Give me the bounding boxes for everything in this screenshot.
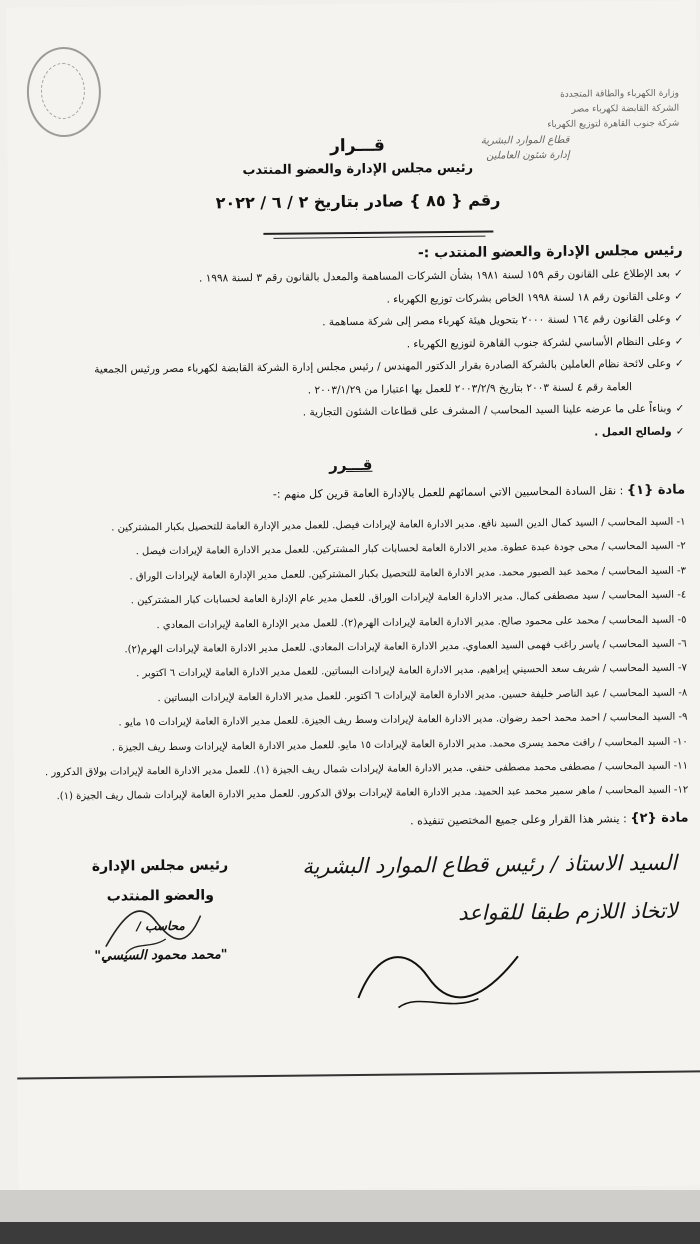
checkmark-icon: ✓ xyxy=(673,267,683,280)
list-item: ٨- السيد المحاسب / عبد الناصر خليفة حسين. مدير الادارة العامة لإيرادات ٦ اكتوبر. للعمل مدير الادارة العامة لإيرادات البساتين . xyxy=(157,687,688,704)
preamble-clause: ✓وعلى النظام الأساسي لشركة جنوب القاهرة لتوزيع الكهرباء . xyxy=(406,335,684,350)
signatory-name: "محمد محمود السيسي" xyxy=(94,947,228,964)
list-item: ٦- السيد المحاسب / ياسر راغب فهمى السيد العماوي. مدير الادارة العامة لإيرادات المعادي. للعمل مدير الادارة العامة لإيرادات الهرم(٢). xyxy=(124,638,687,656)
decree-title: قـــرار xyxy=(329,135,385,157)
list-item: ١- السيد المحاسب / السيد كمال الدين السيد نافع. مدير الادارة العامة لإيرادات فيصل. للعمل مدير الإدارة العامة للتحصيل بكبار المشتركين . xyxy=(111,516,686,534)
signatory-title: والعضو المنتدب xyxy=(106,887,214,905)
preamble-heading: رئيس مجلس الإدارة والعضو المنتدب :- xyxy=(417,242,683,262)
signature-scribble-icon xyxy=(95,890,216,961)
letterhead-line: وزارة الكهرباء والطاقة المتجددة xyxy=(560,88,680,100)
list-item: ٤- السيد المحاسب / سيد مصطفى كمال. مدير الادارة العامة لإيرادات الوراق. للعمل مدير عام الإدارة العامة لحسابات كبار المشتركين . xyxy=(130,589,687,607)
list-item: ٧- السيد المحاسب / شريف سعد الحسيني إبراهيم. مدير الادارة العامة لإيرادات البساتين. للعمل مدير الادارة العامة لإيرادات ٦ اكتوبر . xyxy=(136,662,688,680)
preamble-clause: ✓وعلى القانون رقم ١٦٤ لسنة ٢٠٠٠ بتحويل هيئة كهرباء مصر إلى شركة مساهمة . xyxy=(322,312,684,329)
decree-issuer: رئيس مجلس الإدارة والعضو المنتدب xyxy=(242,160,474,179)
handwritten-signature-icon xyxy=(338,936,539,1018)
title-underline xyxy=(273,236,485,239)
page-bottom-line xyxy=(17,1070,700,1079)
decree-number-date: رقم { ٨٥ } صادر بتاريخ ٢ / ٦ / ٢٠٢٢ xyxy=(215,190,501,213)
preamble-clause: ✓ولصالح العمل . xyxy=(594,425,685,438)
checkmark-icon: ✓ xyxy=(674,312,684,325)
signatory-role: محاسب / xyxy=(136,918,185,934)
title-underline xyxy=(263,231,493,235)
checkmark-icon: ✓ xyxy=(675,402,685,415)
checkmark-icon: ✓ xyxy=(674,290,684,303)
checkmark-icon: ✓ xyxy=(674,357,684,370)
company-seal-icon xyxy=(26,47,101,138)
handwritten-line: لاتخاذ اللازم طبقا للقواعد xyxy=(458,898,678,925)
list-item: ١١- السيد المحاسب / مصطفى محمد مصطفى حنفي. مدير الادارة العامة لإيرادات شمال ريف الجيزة (١). للعمل مدير الادارة العامة لإيرادات بولاق الدكرور . xyxy=(44,760,689,779)
scan-background xyxy=(0,1222,700,1244)
list-item: ١٠- السيد المحاسب / رافت محمد يسرى محمد. مدير الادارة العامة لإيرادات ١٥ مايو. للعمل مدير الادارة العامة لإيرادات وسط ريف الجيزة . xyxy=(111,736,688,754)
signatory-title: رئيس مجلس الإدارة xyxy=(91,857,229,875)
article-2 xyxy=(19,811,689,833)
preamble-clause: ✓وبناءاً على ما عرضه علينا السيد المحاسب / المشرف على قطاعات الشئون التجارية . xyxy=(302,402,685,419)
letterhead-line: إدارة شئون العاملين xyxy=(486,149,570,162)
handwritten-note xyxy=(257,839,679,1036)
letterhead-line: قطاع الموارد البشرية xyxy=(480,134,570,147)
article-text: : نقل السادة المحاسبين الاتي اسمائهم للعمل بالإدارة العامة قرين كل منهم :- xyxy=(272,484,624,501)
article-1 xyxy=(15,483,685,505)
preamble-clause: العامة رقم ٤ لسنة ٢٠٠٣ بتاريخ ٢٠٠٣/٢/٩ للعمل بها اعتبارا من ٢٠٠٣/١/٢٩ . xyxy=(307,380,633,396)
document-paper xyxy=(6,0,700,1192)
list-item: ١٢- السيد المحاسب / ماهر سمير محمد عبد الحميد. مدير الادارة العامة لإيرادات بولاق الدكرور. للعمل مدير الادارة العامة لإيرادات شمال ريف الجيزة (١). xyxy=(56,784,689,803)
article-label: مادة {١} xyxy=(626,482,686,499)
checkmark-icon: ✓ xyxy=(674,335,684,348)
letterhead-line: الشركة القابضة لكهرباء مصر xyxy=(571,103,680,115)
preamble-clause: ✓وعلى القانون رقم ١٨ لسنة ١٩٩٨ الخاص بشركات توزيع الكهرباء . xyxy=(386,290,684,306)
preamble-clause: ✓بعد الإطلاع على القانون رقم ١٥٩ لسنة ١٩٨١ بشأن الشركات المساهمة والمعدل بالقانون رقم ٣ لسنة ١٩٩٨ . xyxy=(198,267,683,285)
article-label: مادة {٢} xyxy=(630,810,689,827)
list-item: ٢- السيد المحاسب / محى جودة عبدة عطوة. مدير الادارة العامة لحسابات كبار المشتركين. للعمل مدير الادارة العامة لإيرادات فيصل . xyxy=(135,540,686,558)
decision-heading: قـــرر xyxy=(329,455,373,475)
list-item: ٩- السيد المحاسب / احمد محمد احمد رضوان. مدير الادارة العامة لإيرادات وسط ريف الجيزة. للعمل مدير الادارة العامة لإيرادات ١٥ مايو . xyxy=(118,711,688,729)
list-item: ٥- السيد المحاسب / محمد على محمود صالح. مدير الادارة العامة لإيرادات الهرم(٢). للعمل مدير الإدارة العامة لإيرادات المعادي . xyxy=(156,614,687,631)
signature-block xyxy=(55,850,266,972)
article-text: : ينشر هذا القرار وعلى جميع المختصين تنفيذه . xyxy=(410,812,627,828)
handwritten-line: السيد الاستاذ / رئيس قطاع الموارد البشرية xyxy=(302,850,678,879)
checkmark-icon: ✓ xyxy=(675,425,685,438)
transfer-list xyxy=(15,511,688,811)
preamble-clauses xyxy=(13,263,685,450)
preamble-clause: ✓وعلى لائحة نظام العاملين بالشركة الصادرة بقرار الدكتور المهندس / رئيس مجلس إدارة الشركة القابضة لكهرباء مصر ورئيس الجمعية xyxy=(94,357,684,376)
list-item: ٣- السيد المحاسب / محمد عبد الصبور محمد. مدير الادارة العامة للتحصيل بكبار المشتركين. للعمل مدير الإدارة العامة لإيرادات الوراق . xyxy=(129,565,687,583)
letterhead-line: شركة جنوب القاهرة لتوزيع الكهرباء xyxy=(547,118,680,130)
